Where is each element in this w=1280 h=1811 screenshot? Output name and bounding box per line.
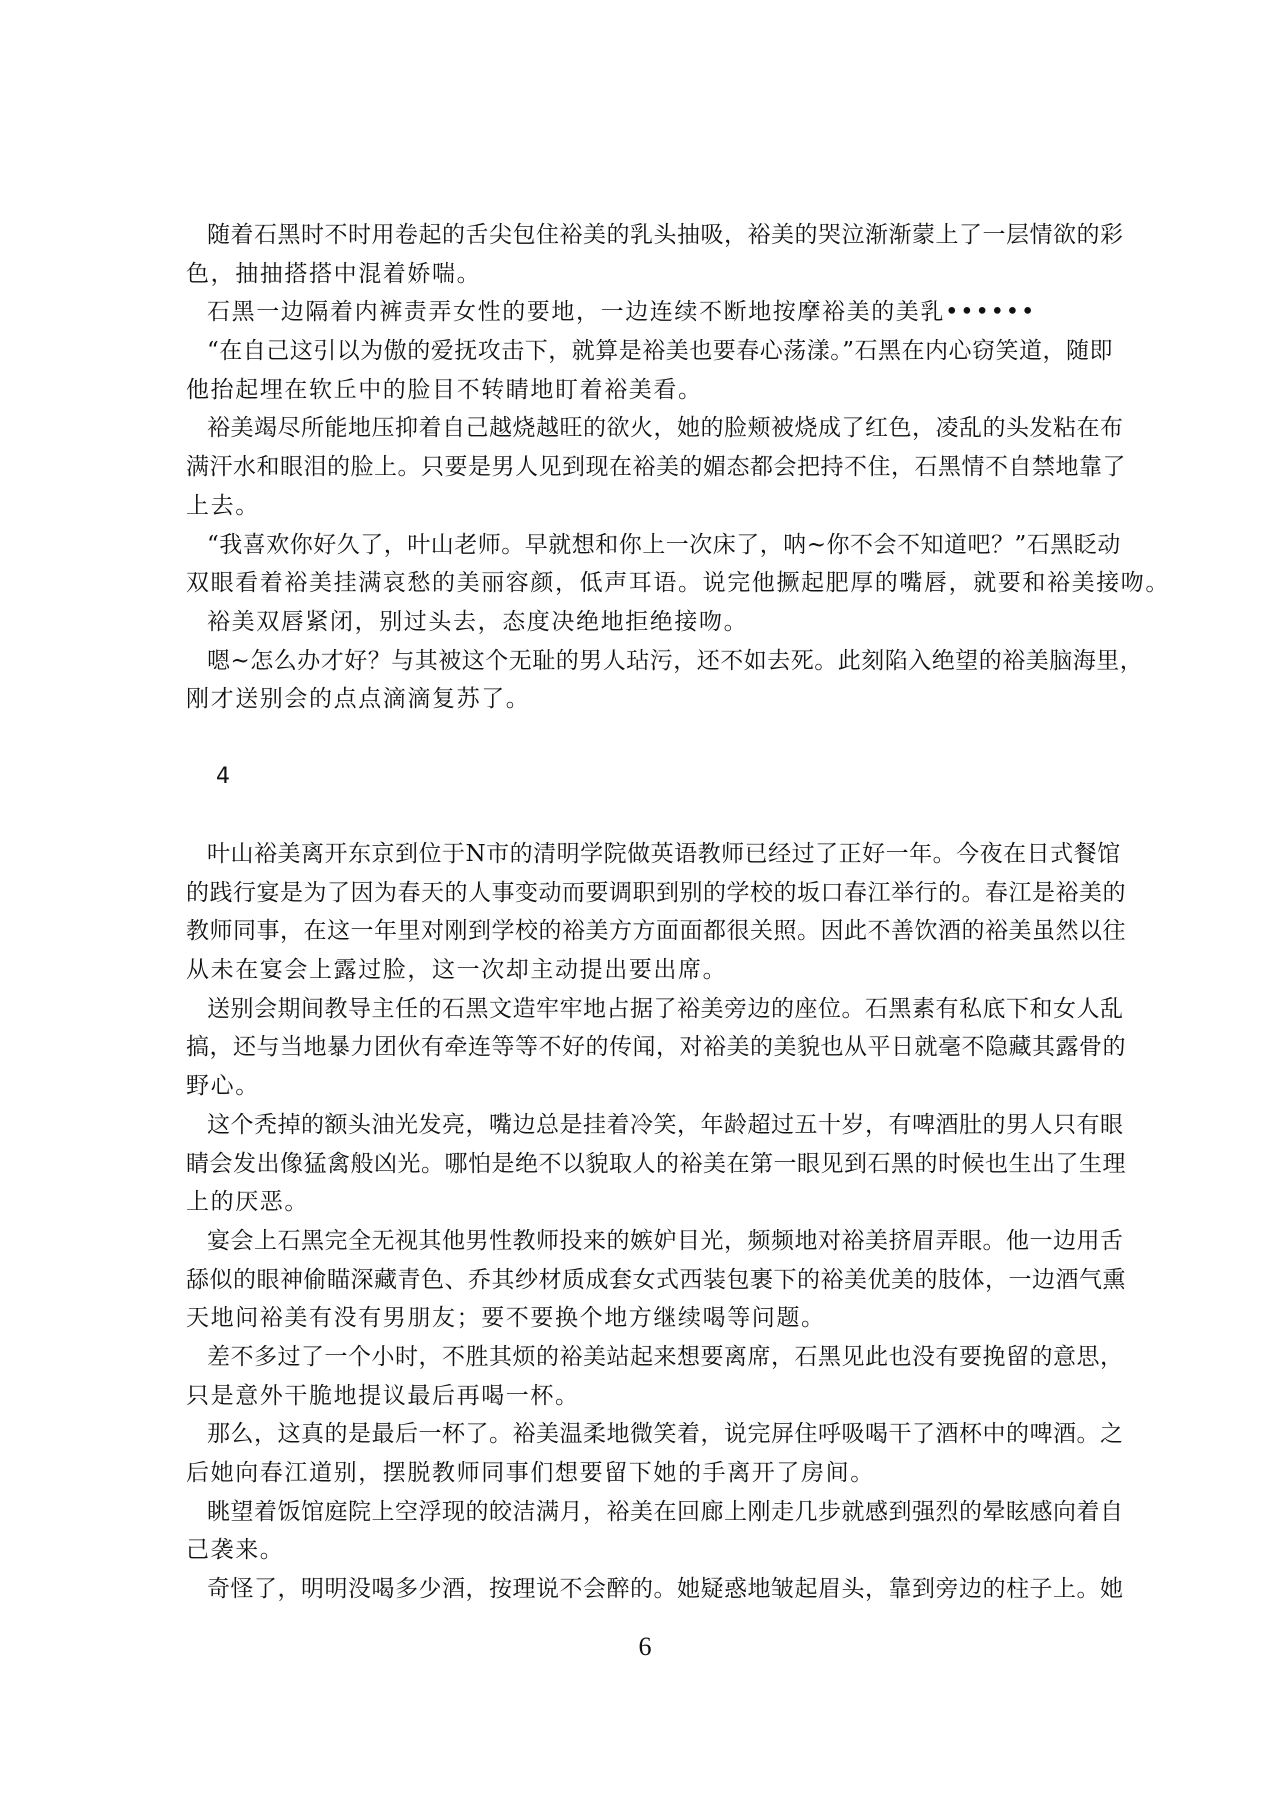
text-line: 眺望着饭馆庭院上空浮现的皎洁满月，裕美在回廊上刚走几步就感到强烈的晕眩感向着自 [207,1498,1124,1525]
text-line: 满汗水和眼泪的脸上。只要是男人见到现在裕美的媚态都会把持不住，石黑情不自禁地靠了 [186,454,1126,481]
text-line: 奇怪了，明明没喝多少酒，按理说不会醉的。她疑惑地皱起眉头，靠到旁边的柱子上。她 [207,1576,1124,1603]
paragraph [186,526,1170,603]
section-heading: 4 [216,763,230,789]
text-line: 教师同事，在这一年里对刚到学校的裕美方方面面都很关照。因此不善饮酒的裕美虽然以往 [186,918,1126,945]
text-line: 石黑一边隔着内裤责弄女性的要地，一边连续不断地按摩裕美的美乳•••••• [207,299,1036,326]
paragraph [186,409,1126,525]
body-text [186,216,1170,1609]
paragraph [186,216,1124,293]
text-line: 从未在宴会上露过脸，这一次却主动提出要出席。 [186,957,728,984]
text-line: 睛会发出像猛禽般凶光。哪怕是绝不以貌取人的裕美在第一眼见到石黑的时候也生出了生理 [186,1150,1126,1177]
paragraph [186,603,1107,642]
paragraph [186,642,1144,719]
paragraph [186,1415,1124,1492]
text-line: 随着石黑时不时用卷起的舌尖包住裕美的乳头抽吸，裕美的哭泣渐渐蒙上了一层情欲的彩 [207,222,1124,248]
text-line: 的践行宴是为了因为春天的人事变动而要调职到别的学校的坂口春江举行的。春江是裕美的 [186,879,1126,906]
text-line: 双眼看着裕美挂满哀愁的美丽容颜，低声耳语。说完他撅起肥厚的嘴唇，就要和裕美接吻。 [186,570,1170,597]
section [186,719,1126,1609]
paragraph [186,990,1126,1106]
text-line: 叶山裕美离开东京到位于N市的清明学院做英语教师已经过了正好一年。今夜在日式餐馆 [207,841,1121,867]
text-line: 后她向春江道别，摆脱教师同事们想要留下她的手离开了房间。 [186,1460,875,1486]
text-line: 这个秃掉的额头油光发亮，嘴边总是挂着冷笑，年龄超过五十岁，有啤酒肚的男人只有眼 [207,1111,1124,1138]
text-line: 舔似的眼神偷瞄深藏青色、乔其纱材质成套女式西装包裹下的裕美优美的肢体，一边酒气熏 [186,1266,1126,1293]
paragraph [186,1570,1124,1609]
paragraph [186,835,1126,990]
text-line: 搞，还与当地暴力团伙有牵连等等不好的传闻，对裕美的美貌也从平日就毫不隐藏其露骨的 [186,1034,1126,1061]
paragraph [186,293,1107,332]
section [186,216,1170,719]
text-line: 那么，这真的是最后一杯了。裕美温柔地微笑着，说完屏住呼吸喝干了酒杯中的啤酒。之 [207,1421,1124,1448]
paragraph [186,332,1114,409]
paragraph [186,1106,1126,1222]
text-line: “我喜欢你好久了，叶山老师。早就想和你上一次床了，呐~你不会不知道吧？”石黑眨动 [207,531,1121,558]
text-line: 只是意外干脆地提议最后再喝一杯。 [186,1382,580,1409]
paragraph [186,1222,1126,1338]
paragraph [186,1338,1124,1415]
text-line: 他抬起埋在软丘中的脸目不转睛地盯着裕美看。 [186,376,703,403]
text-line: 裕美双唇紧闭，别过头去，态度决绝地拒绝接吻。 [207,608,749,635]
text-line: 色，抽抽搭搭中混着娇喘。 [186,260,482,287]
page-number: 6 [638,1632,652,1661]
text-line: 嗯~怎么办才好？与其被这个无耻的男人玷污，还不如去死。此刻陷入绝望的裕美脑海里， [207,647,1144,674]
text-line: 上去。 [186,492,260,519]
text-line: 己袭来。 [186,1537,285,1564]
text-line: 宴会上石黑完全无视其他男性教师投来的嫉妒目光，频频地对裕美挤眉弄眼。他一边用舌 [207,1227,1124,1254]
text-line: 上的厌恶。 [186,1189,309,1216]
text-line: 野心。 [186,1073,260,1100]
text-line: 天地问裕美有没有男朋友；要不要换个地方继续喝等问题。 [186,1305,826,1332]
text-line: 差不多过了一个小时，不胜其烦的裕美站起来想要离席，石黑见此也没有要挽留的意思， [207,1343,1124,1370]
text-line: 刚才送别会的点点滴滴复苏了。 [186,686,531,713]
text-line: 送别会期间教导主任的石黑文造牢牢地占据了裕美旁边的座位。石黑素有私底下和女人乱 [207,995,1124,1022]
text-line: “在自己这引以为傲的爱抚攻击下，就算是裕美也要春心荡漾。”石黑在内心窃笑道，随即 [207,338,1114,365]
paragraph [186,1493,1124,1570]
text-line: 裕美竭尽所能地压抑着自己越烧越旺的欲火，她的脸颊被烧成了红色，凌乱的头发粘在布 [207,415,1124,442]
